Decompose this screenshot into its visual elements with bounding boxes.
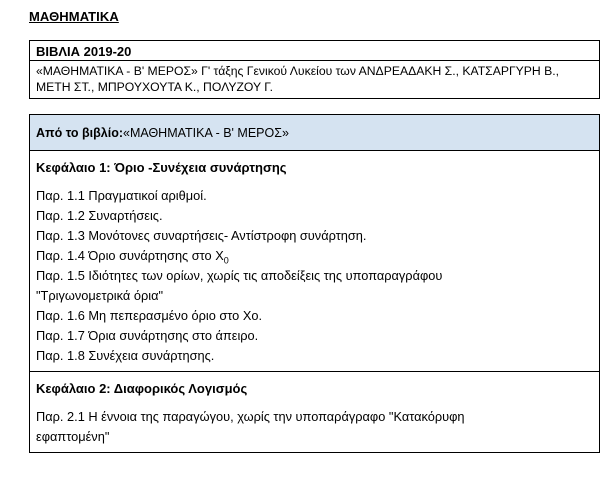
section-item: Παρ. 1.8 Συνέχεια συνάρτησης. xyxy=(36,348,215,363)
section-item xyxy=(36,246,593,266)
subscript-zero: 0 xyxy=(223,255,229,266)
chapter-2 xyxy=(30,372,599,452)
books-description: «ΜΑΘΗΜΑΤΙΚΑ - Β' ΜΕΡΟΣ» Γ' τάξης Γενικού Λυκείου των ΑΝΔΡΕΑΔΑΚΗ Σ., ΚΑΤΣΑΡΓΥΡΗ Β., ΜΕΤΗ ΣΤ., ΜΠΡΟΥΧΟΥΤΑ Κ., ΠΟΛΥΖΟΥ Γ. xyxy=(36,64,560,94)
from-book-title: «ΜΑΘΗΜΑΤΙΚΑ - Β' ΜΕΡΟΣ» xyxy=(123,125,289,140)
section-item: Παρ. 1.6 Μη πεπερασμένο όριο στο Xo. xyxy=(36,308,263,323)
section-item: Παρ. 2.1 Η έννοια της παραγώγου, χωρίς την υποπαράγραφο "Κατακόρυφη xyxy=(36,409,465,424)
section-item: εφαπτομένη" xyxy=(36,429,110,444)
section-item: Παρ. 1.3 Μονότονες συναρτήσεις- Αντίστροφη συνάρτηση. xyxy=(36,228,367,243)
from-book-label: Από το βιβλίο: xyxy=(36,125,123,140)
books-title: ΒΙΒΛΙΑ 2019-20 xyxy=(30,41,599,61)
syllabus-table xyxy=(29,114,600,453)
section-list xyxy=(36,186,593,371)
section-list xyxy=(36,407,593,452)
section-item: "Τριγωνομετρικά όρια" xyxy=(36,288,164,303)
section-item: Παρ. 1.1 Πραγματικοί αριθμοί. xyxy=(36,188,207,203)
section-item: Παρ. 1.7 Όρια συνάρτησης στο άπειρο. xyxy=(36,328,259,343)
books-box xyxy=(29,40,600,99)
chapter-title: Κεφάλαιο 1: Όριο -Συνέχεια συνάρτησης xyxy=(36,160,287,175)
page-heading: ΜΑΘΗΜΑΤΙΚΑ xyxy=(29,9,119,24)
chapter-title: Κεφάλαιο 2: Διαφορικός Λογισμός xyxy=(36,381,248,396)
table-header xyxy=(30,115,599,151)
section-item: Παρ. 1.2 Συναρτήσεις. xyxy=(36,208,163,223)
section-item: Παρ. 1.5 Ιδιότητες των ορίων, χωρίς τις αποδείξεις της υποπαραγράφου xyxy=(36,268,443,283)
section-text: Παρ. 1.4 Όριο συνάρτησης στο X xyxy=(36,248,224,263)
chapter-1 xyxy=(30,151,599,372)
